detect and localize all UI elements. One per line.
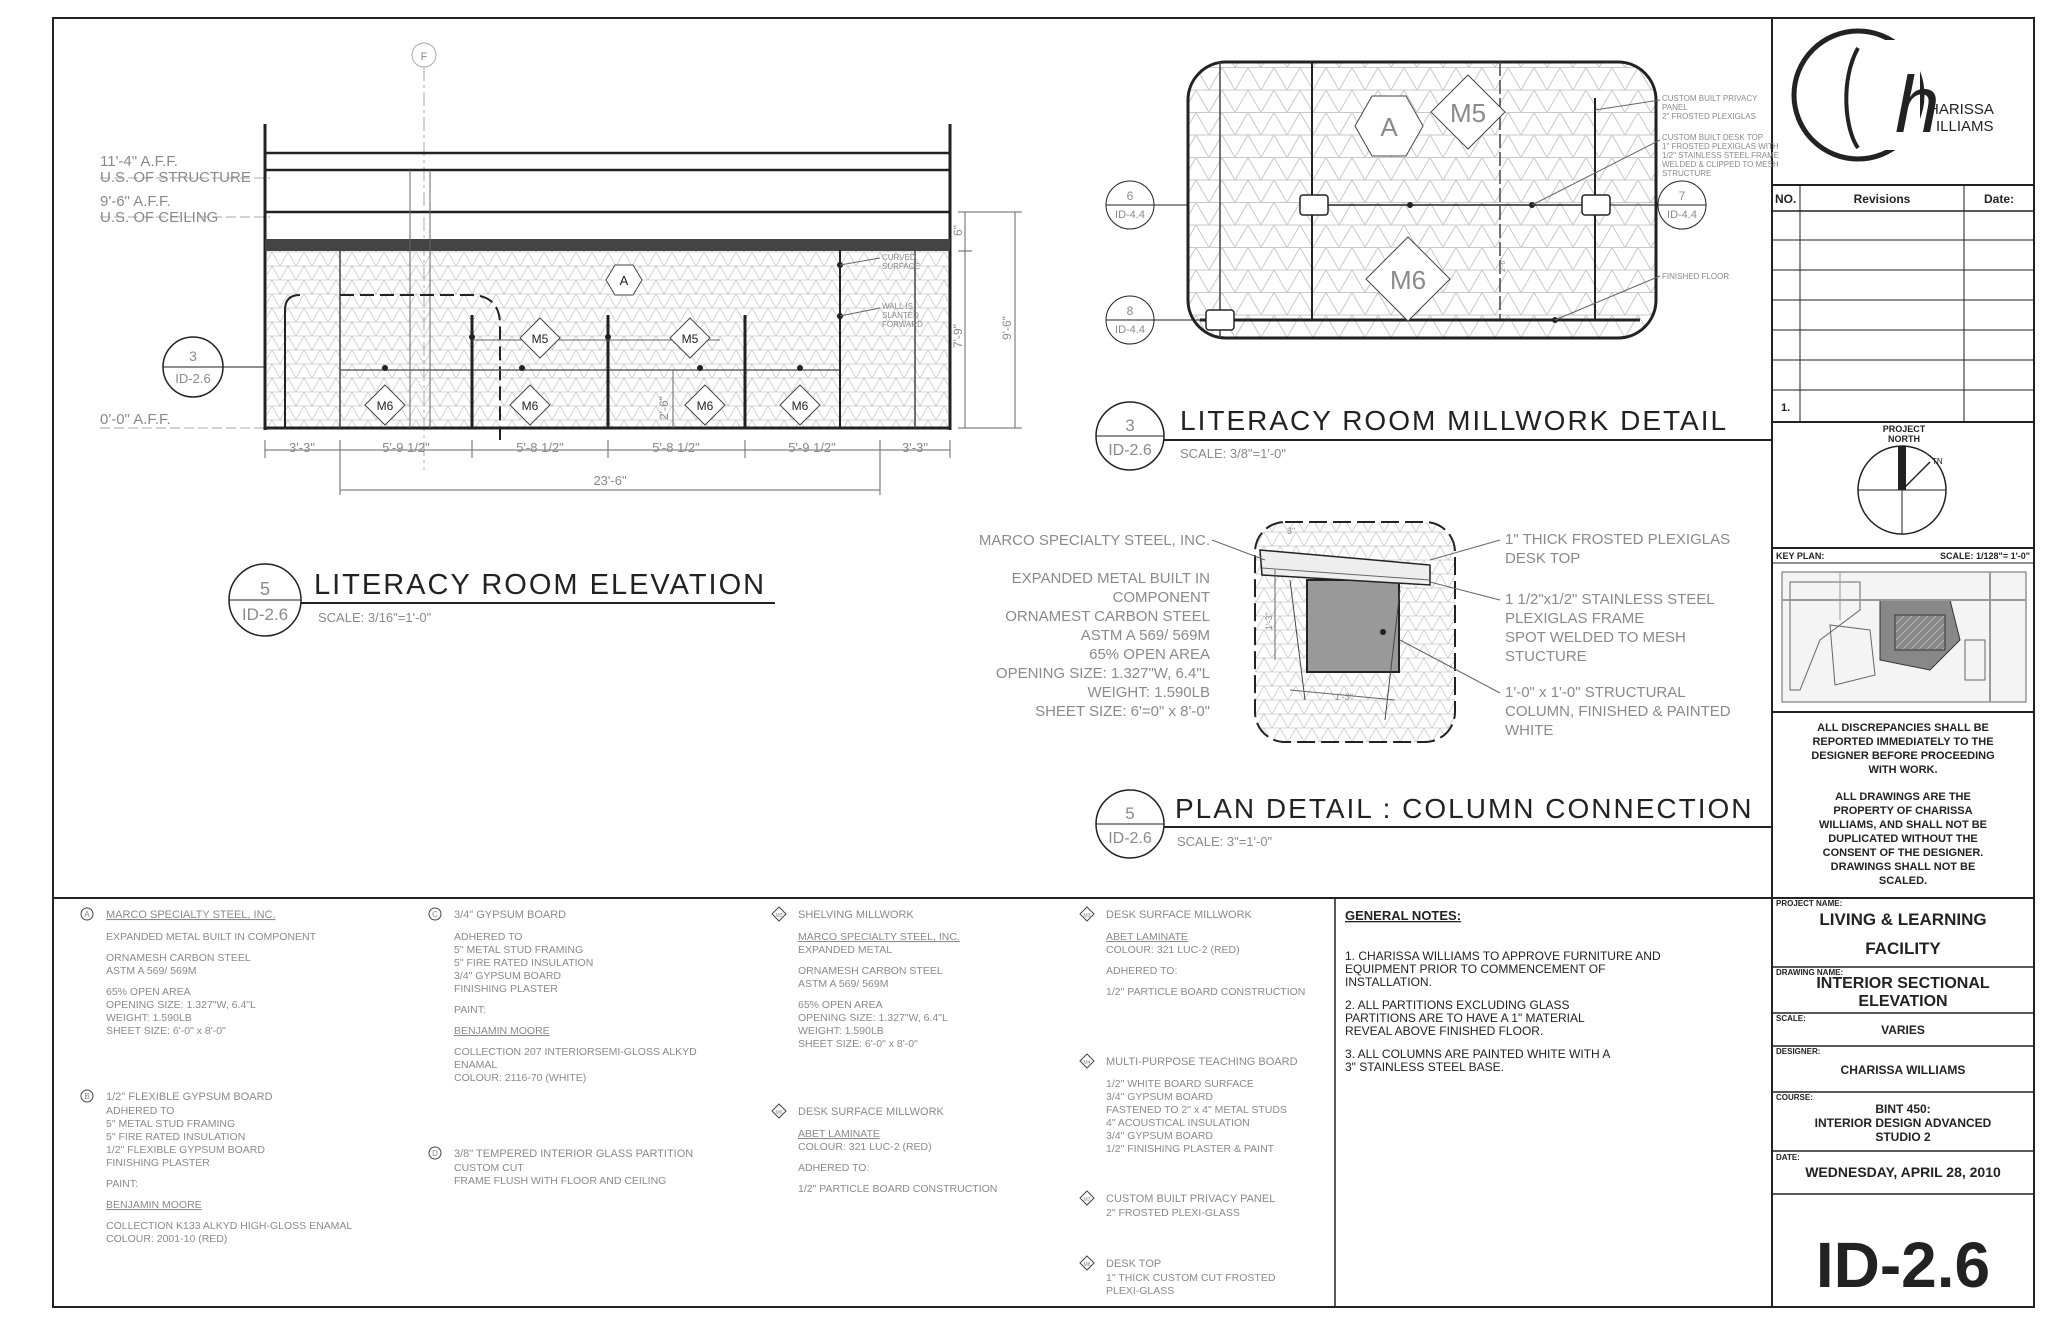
svg-text:ID-2.6: ID-2.6 xyxy=(1108,830,1152,847)
disclaimer-line: SCALED. xyxy=(1878,875,1928,887)
svg-text:23'-6": 23'-6" xyxy=(593,473,627,488)
svg-text:SURFACE: SURFACE xyxy=(882,262,920,271)
svg-text:1" FROSTED PLEXIGLAS WITH: 1" FROSTED PLEXIGLAS WITH xyxy=(1662,142,1779,151)
svg-text:5'-8 1/2": 5'-8 1/2" xyxy=(516,440,564,455)
legend-line: 3/4" GYPSUM BOARD xyxy=(1106,1130,1214,1142)
plan-detail-column xyxy=(979,522,1772,858)
svg-text:OPENING SIZE: 1.327"W, 6.4"L: OPENING SIZE: 1.327"W, 6.4"L xyxy=(995,665,1210,682)
svg-text:2'-6": 2'-6" xyxy=(657,396,671,420)
legend-item xyxy=(772,1104,997,1195)
disclaimer-line: REPORTED IMMEDIATELY TO THE xyxy=(1812,736,1994,748)
legend-line: OPENING SIZE: 1.327"W, 6.4"L xyxy=(798,1012,948,1024)
legend-line: SHEET SIZE: 6'-0" x 8'-0" xyxy=(106,1025,226,1037)
legend-item xyxy=(81,908,317,1037)
legend-line: 1/2" FINISHING PLASTER & PAINT xyxy=(1106,1143,1275,1155)
sheet-number: ID-2.6 xyxy=(1815,1229,1991,1301)
svg-text:SLANTED: SLANTED xyxy=(882,311,919,320)
elev-tag-m5: M5 xyxy=(531,332,549,346)
svg-text:DESIGNER:: DESIGNER: xyxy=(1776,1047,1821,1056)
course-line-2: INTERIOR DESIGN ADVANCED xyxy=(1814,1116,1992,1130)
legend-heading: DESK SURFACE MILLWORK xyxy=(1106,909,1252,921)
legend-line: 4" ACOUSTICAL INSULATION xyxy=(1106,1117,1250,1129)
svg-text:1'-0" x 1'-0" STRUCTURAL: 1'-0" x 1'-0" STRUCTURAL xyxy=(1505,684,1686,701)
elev-tag-a: A xyxy=(619,273,629,288)
detail-tag-m5: M5 xyxy=(1449,98,1487,128)
svg-text:5: 5 xyxy=(259,579,271,599)
legend-line: 5" METAL STUD FRAMING xyxy=(106,1118,236,1130)
legend-item xyxy=(772,907,960,1050)
legend-heading: 3/4" GYPSUM BOARD xyxy=(454,909,567,921)
legend-line: BENJAMIN MOORE xyxy=(454,1025,550,1037)
legend-heading: MARCO SPECIALTY STEEL, INC. xyxy=(106,909,276,921)
svg-text:DRAWING NAME:: DRAWING NAME: xyxy=(1776,968,1844,977)
svg-text:1'-3": 1'-3" xyxy=(1335,692,1353,702)
legend-line: COLOUR: 2001-10 (RED) xyxy=(106,1233,228,1245)
general-note-line: EQUIPMENT PRIOR TO COMMENCEMENT OF xyxy=(1345,962,1606,976)
legend-item xyxy=(1080,907,1305,998)
legend-line: ABET LAMINATE xyxy=(798,1128,880,1140)
legend-line: WEIGHT: 1.590LB xyxy=(106,1012,192,1024)
svg-text:ORNAMEST CARBON STEEL: ORNAMEST CARBON STEEL xyxy=(1005,608,1210,625)
logo-last-name: ILLIAMS xyxy=(1936,118,1994,135)
detail-tag-a: A xyxy=(1380,112,1398,142)
svg-text:2" FROSTED PLEXIGLAS: 2" FROSTED PLEXIGLAS xyxy=(1662,112,1756,121)
svg-text:PROJECT: PROJECT xyxy=(1882,424,1926,434)
svg-text:3'-3": 3'-3" xyxy=(289,440,315,455)
legend-line: ENAMAL xyxy=(454,1059,498,1071)
svg-text:WELDED & CLIPPED TO MESH: WELDED & CLIPPED TO MESH xyxy=(1662,160,1779,169)
svg-text:DATE:: DATE: xyxy=(1776,1153,1800,1162)
legend-tag: M5 xyxy=(775,913,783,919)
rev-header: Revisions xyxy=(1853,192,1911,206)
legend-line: ABET LAMINATE xyxy=(1106,931,1188,943)
legend-line: MARCO SPECIALTY STEEL, INC. xyxy=(798,931,960,943)
svg-text:SHEET SIZE: 6'=0" x 8'-0": SHEET SIZE: 6'=0" x 8'-0" xyxy=(1035,703,1210,720)
legend-line: PLEXI-GLASS xyxy=(1106,1285,1175,1297)
elevation-scale: SCALE: 3/16"=1'-0" xyxy=(318,610,432,625)
project-name-line-1: LIVING & LEARNING xyxy=(1819,910,1987,929)
level-structure-note: U.S. OF STRUCTURE xyxy=(100,169,251,186)
legend-heading: DESK TOP xyxy=(1106,1258,1162,1270)
legend-line: ADHERED TO xyxy=(106,1105,175,1117)
svg-text:PLEXIGLAS FRAME: PLEXIGLAS FRAME xyxy=(1505,610,1645,627)
legend-item xyxy=(429,1147,693,1187)
legend-heading: 3/8" TEMPERED INTERIOR GLASS PARTITION xyxy=(454,1148,694,1160)
title-block xyxy=(1772,31,2034,1301)
svg-text:1/2" STAINLESS STEEL FRAME: 1/2" STAINLESS STEEL FRAME xyxy=(1662,151,1780,160)
legend-line: EXPANDED METAL xyxy=(798,944,893,956)
disclaimer-line: DESIGNER BEFORE PROCEEDING xyxy=(1811,750,1995,762)
drawing-date: WEDNESDAY, APRIL 28, 2010 xyxy=(1805,1164,2001,1180)
key-plan-scale: SCALE: 1/128"= 1'-0" xyxy=(1940,551,2030,561)
svg-text:6: 6 xyxy=(1126,189,1134,203)
legend-tag: M7 xyxy=(1083,1197,1091,1203)
legend-line: FINISHING PLASTER xyxy=(454,983,558,995)
svg-text:5'-8 1/2": 5'-8 1/2" xyxy=(652,440,700,455)
svg-text:COLUMN, FINISHED & PAINTED: COLUMN, FINISHED & PAINTED xyxy=(1505,703,1731,720)
legend-line: ADHERED TO: xyxy=(798,1162,870,1174)
finish-legend xyxy=(81,907,1305,1297)
literacy-room-elevation xyxy=(100,43,1022,636)
svg-text:SPOT WELDED TO MESH: SPOT WELDED TO MESH xyxy=(1505,629,1686,646)
legend-line: ADHERED TO xyxy=(454,931,523,943)
legend-line: ORNAMESH CARBON STEEL xyxy=(798,965,943,977)
svg-text:FORWARD: FORWARD xyxy=(882,320,923,329)
svg-text:3: 3 xyxy=(189,348,197,364)
svg-text:1" THICK FROSTED PLEXIGLAS: 1" THICK FROSTED PLEXIGLAS xyxy=(1505,531,1731,548)
disclaimer-line: DUPLICATED WITHOUT THE xyxy=(1828,833,1978,845)
svg-text:CUSTOM BUILT PRIVACY: CUSTOM BUILT PRIVACY xyxy=(1662,94,1758,103)
legend-line: ASTM A 569/ 569M xyxy=(798,978,889,990)
svg-text:WHITE: WHITE xyxy=(1505,722,1554,739)
svg-text:8: 8 xyxy=(1126,304,1134,318)
legend-line: COLOUR: 321 LUC-2 (RED) xyxy=(1106,944,1240,956)
legend-tag: M8 xyxy=(1083,1262,1091,1268)
legend-tag: M3 xyxy=(1083,913,1091,919)
svg-text:EXPANDED METAL BUILT IN: EXPANDED METAL BUILT IN xyxy=(1011,570,1210,587)
legend-heading: CUSTOM BUILT PRIVACY PANEL xyxy=(1106,1193,1276,1205)
legend-line: 1/2" PARTICLE BOARD CONSTRUCTION xyxy=(1106,986,1306,998)
svg-text:COMPONENT: COMPONENT xyxy=(1112,589,1210,606)
disclaimer-line: ALL DISCREPANCIES SHALL BE xyxy=(1817,722,1989,734)
svg-text:1'-3": 1'-3" xyxy=(1264,612,1274,630)
disclaimer-line: DRAWINGS SHALL NOT BE xyxy=(1830,861,1976,873)
rev-first-number: 1. xyxy=(1781,402,1791,414)
disclaimer-notes xyxy=(1811,722,1994,887)
svg-text:h: h xyxy=(1895,60,1940,149)
legend-item xyxy=(81,1090,352,1245)
revisions-table xyxy=(1772,185,2034,422)
legend-line: BENJAMIN MOORE xyxy=(106,1199,202,1211)
legend-line: ORNAMESH CARBON STEEL xyxy=(106,952,251,964)
svg-text:WALL IS: WALL IS xyxy=(882,302,913,311)
legend-item xyxy=(1080,1054,1298,1155)
legend-line: ASTM A 569/ 569M xyxy=(106,965,197,977)
general-note-line: 3. ALL COLUMNS ARE PAINTED WHITE WITH A xyxy=(1345,1047,1611,1061)
general-note-line: PARTITIONS ARE TO HAVE A 1" MATERIAL xyxy=(1345,1011,1585,1025)
rev-no-header: NO. xyxy=(1775,192,1797,206)
level-structure: 11'-4" A.F.F. xyxy=(100,153,178,170)
key-plan xyxy=(1772,551,2034,702)
elev-tag-m6: M6 xyxy=(696,399,714,413)
legend-line: EXPANDED METAL BUILT IN COMPONENT xyxy=(106,931,317,943)
legend-line: 65% OPEN AREA xyxy=(106,986,191,998)
key-plan-label: KEY PLAN: xyxy=(1776,551,1825,561)
legend-line: 1/2" PARTICLE BOARD CONSTRUCTION xyxy=(798,1183,998,1195)
general-note-line: 2. ALL PARTITIONS EXCLUDING GLASS xyxy=(1345,998,1570,1012)
svg-text:ID-4.4: ID-4.4 xyxy=(1667,209,1697,221)
millwork-detail-title: LITERACY ROOM MILLWORK DETAIL xyxy=(1180,405,1729,436)
level-ceiling: 9'-6" A.F.F. xyxy=(100,193,171,210)
legend-line: FASTENED TO 2" x 4" METAL STUDS xyxy=(1106,1104,1287,1116)
course-line-1: BINT 450: xyxy=(1875,1102,1931,1116)
legend-item xyxy=(1080,1256,1276,1297)
svg-text:3: 3 xyxy=(1125,416,1135,435)
legend-line: SHEET SIZE: 6'-0" x 8'-0" xyxy=(798,1038,918,1050)
legend-line: WEIGHT: 1.590LB xyxy=(798,1025,884,1037)
svg-text:ID-2.6: ID-2.6 xyxy=(175,371,211,386)
elev-tag-m6: M6 xyxy=(376,399,394,413)
general-note-line: 3" STAINLESS STEEL BASE. xyxy=(1345,1060,1504,1074)
legend-line: OPENING SIZE: 1.327"W, 6.4"L xyxy=(106,999,256,1011)
designer-name: CHARISSA WILLIAMS xyxy=(1840,1063,1966,1077)
legend-line: 3/4" GYPSUM BOARD xyxy=(1106,1091,1214,1103)
legend-line: CUSTOM CUT xyxy=(454,1162,524,1174)
legend-line: 65% OPEN AREA xyxy=(798,999,883,1011)
legend-line: 5" METAL STUD FRAMING xyxy=(454,944,584,956)
general-notes-title: GENERAL NOTES: xyxy=(1345,908,1462,923)
svg-text:ID-2.6: ID-2.6 xyxy=(241,605,289,624)
legend-line: PAINT: xyxy=(106,1178,138,1190)
level-ceiling-note: U.S. OF CEILING xyxy=(100,209,219,226)
legend-line: COLOUR: 2116-70 (WHITE) xyxy=(454,1072,587,1084)
course-line-3: STUDIO 2 xyxy=(1875,1130,1931,1144)
elev-tag-m6: M6 xyxy=(521,399,539,413)
svg-text:COURSE:: COURSE: xyxy=(1776,1093,1813,1102)
legend-tag: C xyxy=(432,910,438,919)
project-info xyxy=(1772,899,2034,1301)
legend-line: 1/2" WHITE BOARD SURFACE xyxy=(1106,1078,1254,1090)
legend-line: FINISHING PLASTER xyxy=(106,1157,210,1169)
svg-text:ID-4.4: ID-4.4 xyxy=(1115,324,1145,336)
svg-text:ID-2.6: ID-2.6 xyxy=(1108,442,1152,459)
legend-tag: A xyxy=(84,910,90,919)
disclaimer-line: WITH WORK. xyxy=(1868,764,1938,776)
detail-tag-m6: M6 xyxy=(1389,265,1427,295)
svg-text:3'-3": 3'-3" xyxy=(902,440,928,455)
general-note-line: REVEAL ABOVE FINISHED FLOOR. xyxy=(1345,1024,1544,1038)
legend-item xyxy=(1080,1191,1275,1219)
legend-line: FRAME FLUSH WITH FLOOR AND CEILING xyxy=(454,1175,667,1187)
drawing-name-line-2: ELEVATION xyxy=(1858,993,1948,1010)
general-note-line: 1. CHARISSA WILLIAMS TO APPROVE FURNITURE AND xyxy=(1345,949,1661,963)
svg-text:PROJECT NAME:: PROJECT NAME: xyxy=(1776,899,1843,908)
svg-text:FINISHED FLOOR: FINISHED FLOOR xyxy=(1662,272,1730,281)
legend-line: 5" FIRE RATED INSULATION xyxy=(106,1131,246,1143)
svg-text:9'-6": 9'-6" xyxy=(1000,316,1014,340)
elev-tag-m6: M6 xyxy=(791,399,809,413)
plan-detail-scale: SCALE: 3"=1'-0" xyxy=(1177,834,1273,849)
legend-line: COLLECTION K133 ALKYD HIGH-GLOSS ENAMAL xyxy=(106,1220,353,1232)
legend-tag: B xyxy=(84,1092,90,1101)
svg-text:5'-9 1/2": 5'-9 1/2" xyxy=(788,440,836,455)
legend-tag: M6 xyxy=(775,1110,783,1116)
scale-value: VARIES xyxy=(1881,1023,1925,1037)
legend-item xyxy=(429,908,697,1084)
legend-line: ADHERED TO: xyxy=(1106,965,1178,977)
svg-text:CUSTOM BUILT DESK TOP: CUSTOM BUILT DESK TOP xyxy=(1662,133,1764,142)
disclaimer-line: ALL DRAWINGS ARE THE xyxy=(1835,791,1971,803)
legend-tag: M4 xyxy=(1083,1060,1091,1066)
drawing-name-line-1: INTERIOR SECTIONAL xyxy=(1816,975,1990,992)
legend-line: 2" FROSTED PLEXI-GLASS xyxy=(1106,1207,1240,1219)
svg-text:CURVED: CURVED xyxy=(882,253,916,262)
north-arrow xyxy=(1858,424,1946,534)
elevation-title: LITERACY ROOM ELEVATION xyxy=(314,569,767,601)
disclaimer-line: WILLIAMS, AND SHALL NOT BE xyxy=(1818,819,1988,831)
legend-heading: SHELVING MILLWORK xyxy=(798,909,914,921)
svg-text:STRUCTURE: STRUCTURE xyxy=(1662,169,1712,178)
legend-line: COLLECTION 207 INTERIORSEMI-GLOSS ALKYD xyxy=(454,1046,697,1058)
svg-text:SCALE:: SCALE: xyxy=(1776,1014,1806,1023)
svg-text:7: 7 xyxy=(1678,189,1686,203)
level-floor: 0'-0" A.F.F. xyxy=(100,411,171,428)
disclaimer-line: CONSENT OF THE DESIGNER. xyxy=(1822,847,1984,859)
project-name-line-2: FACILITY xyxy=(1865,939,1941,958)
logo-first-name: HARISSA xyxy=(1928,101,1994,118)
legend-heading: 1/2" FLEXIBLE GYPSUM BOARD xyxy=(106,1091,273,1103)
legend-line: 3/4" GYPSUM BOARD xyxy=(454,970,562,982)
general-note-line: INSTALLATION. xyxy=(1345,975,1432,989)
grid-tag: F xyxy=(420,51,428,63)
svg-text:DESK TOP: DESK TOP xyxy=(1505,550,1581,567)
legend-line: PAINT: xyxy=(454,1004,486,1016)
svg-text:PANEL: PANEL xyxy=(1662,103,1688,112)
svg-text:STUCTURE: STUCTURE xyxy=(1505,648,1587,665)
designer-logo xyxy=(1794,31,1994,159)
svg-text:5'-9 1/2": 5'-9 1/2" xyxy=(382,440,430,455)
legend-heading: MULTI-PURPOSE TEACHING BOARD xyxy=(1106,1056,1298,1068)
svg-text:7'-9": 7'-9" xyxy=(951,324,965,348)
svg-text:ID-4.4: ID-4.4 xyxy=(1115,209,1145,221)
general-notes xyxy=(1335,898,1661,1307)
svg-text:6": 6" xyxy=(951,225,965,236)
disclaimer-line: PROPERTY OF CHARISSA xyxy=(1833,805,1973,817)
legend-tag: D xyxy=(432,1149,438,1158)
rev-date-header: Date: xyxy=(1983,192,2015,206)
svg-text:WEIGHT: 1.590LB: WEIGHT: 1.590LB xyxy=(1087,684,1210,701)
legend-line: 1/2" FLEXIBLE GYPSUM BOARD xyxy=(106,1144,265,1156)
svg-text:1 1/2"x1/2" STAINLESS STEEL: 1 1/2"x1/2" STAINLESS STEEL xyxy=(1505,591,1715,608)
legend-line: 5" FIRE RATED INSULATION xyxy=(454,957,594,969)
svg-text:3": 3" xyxy=(1287,526,1296,536)
plan-note-supplier: MARCO SPECIALTY STEEL, INC. xyxy=(978,532,1210,549)
millwork-detail xyxy=(1096,62,1779,470)
elev-tag-m5: M5 xyxy=(681,332,699,346)
millwork-detail-scale: SCALE: 3/8"=1'-0" xyxy=(1180,446,1287,461)
svg-text:2'-6": 2'-6" xyxy=(1500,258,1507,272)
legend-line: 1" THICK CUSTOM CUT FROSTED xyxy=(1106,1272,1276,1284)
svg-text:NORTH: NORTH xyxy=(1888,434,1920,444)
svg-text:65% OPEN AREA: 65% OPEN AREA xyxy=(1089,646,1210,663)
legend-line: COLOUR: 321 LUC-2 (RED) xyxy=(798,1141,932,1153)
svg-text:TN: TN xyxy=(1932,457,1943,466)
svg-text:ASTM A 569/ 569M: ASTM A 569/ 569M xyxy=(1080,627,1210,644)
svg-text:5: 5 xyxy=(1125,804,1135,823)
plan-detail-title: PLAN DETAIL : COLUMN CONNECTION xyxy=(1175,793,1754,824)
legend-heading: DESK SURFACE MILLWORK xyxy=(798,1106,944,1118)
